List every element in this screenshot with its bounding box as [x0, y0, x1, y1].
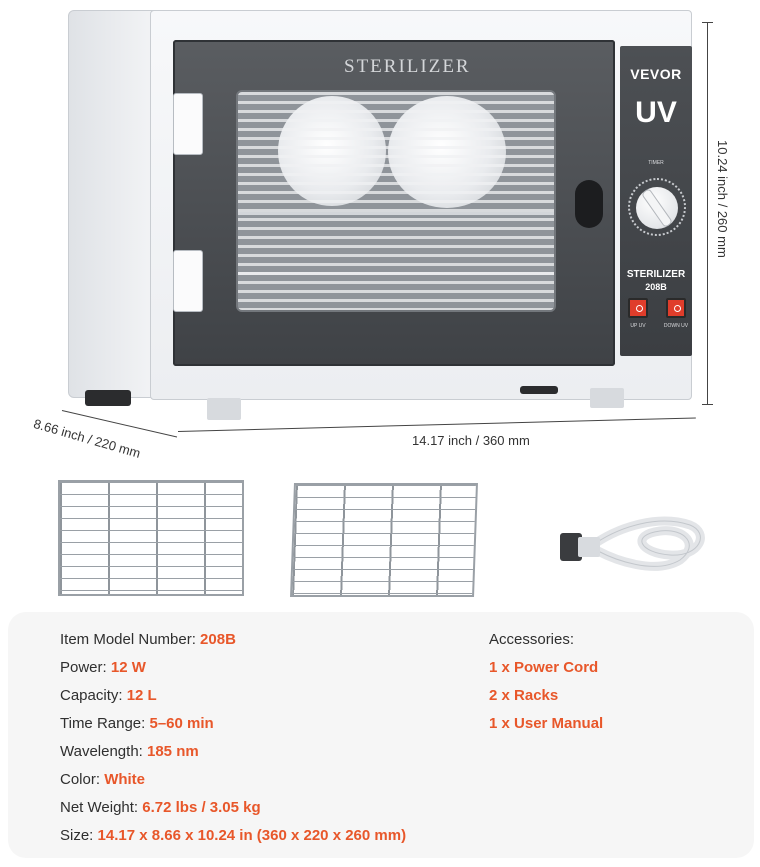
height-dimension-tick — [702, 404, 713, 405]
accessory-item: 2 x Racks — [489, 687, 559, 704]
spec-label: Net Weight: — [60, 799, 143, 816]
door-hinge-top — [173, 93, 203, 155]
up-uv-switch-label: UP UV — [630, 323, 646, 329]
spec-model-number — [60, 631, 236, 648]
spec-time-range — [60, 715, 214, 732]
control-panel — [620, 46, 692, 356]
cabinet-foot — [85, 390, 131, 406]
spec-value: 14.17 x 8.66 x 10.24 in (360 x 220 x 260 mm) — [97, 827, 407, 844]
spec-wavelength — [60, 743, 199, 760]
accessory-item: 1 x Power Cord — [489, 659, 599, 676]
rack-grid — [60, 482, 242, 594]
spec-label: Wavelength: — [60, 743, 147, 760]
spec-net-weight — [60, 799, 261, 816]
spec-label: Capacity: — [60, 687, 127, 704]
spec-label: Time Range: — [60, 715, 150, 732]
wire-rack — [290, 483, 478, 597]
spec-color — [60, 771, 145, 788]
door-hinge-bottom — [173, 250, 203, 312]
spec-value: 12 L — [126, 687, 157, 704]
spec-value: 5–60 min — [149, 715, 214, 732]
width-dimension-label: 14.17 inch / 360 mm — [412, 433, 530, 448]
depth-dimension-label: 8.66 inch / 220 mm — [31, 416, 143, 461]
spec-size — [60, 827, 406, 844]
panel-model-code: 208B — [645, 282, 667, 292]
cabinet-foot — [207, 398, 241, 420]
cabinet-foot — [520, 386, 558, 394]
height-dimension-tick — [702, 22, 713, 23]
spec-label: Item Model Number: — [60, 631, 201, 648]
brand-logo: VEVOR — [630, 66, 682, 82]
accessories-heading: Accessories: — [489, 631, 575, 648]
height-dimension-line — [707, 22, 708, 404]
spec-label: Power: — [60, 659, 111, 676]
spec-value: 185 nm — [147, 743, 199, 760]
door-label: STERILIZER — [344, 56, 471, 77]
door-handle — [575, 180, 603, 228]
cabinet-side-panel — [68, 10, 158, 398]
spec-power — [60, 659, 146, 676]
wire-rack — [58, 480, 244, 596]
power-cord-image — [560, 505, 710, 575]
accessory-item: 1 x User Manual — [489, 715, 604, 732]
rack-grid — [292, 485, 476, 595]
spec-value: 6.72 lbs / 3.05 kg — [142, 799, 261, 816]
specifications-card — [8, 612, 754, 858]
uv-label: UV — [635, 96, 677, 129]
spec-label: Color: — [60, 771, 105, 788]
spec-value: 12 W — [110, 659, 146, 676]
up-uv-switch — [628, 298, 648, 318]
spec-capacity — [60, 687, 157, 704]
height-dimension-label: 10.24 inch / 260 mm — [715, 140, 730, 258]
spec-label: Size: — [60, 827, 98, 844]
down-uv-switch-label: DOWN UV — [663, 323, 689, 329]
spec-value: 208B — [200, 631, 236, 648]
window-slats — [238, 92, 554, 310]
panel-model-label: STERILIZER — [626, 269, 686, 280]
width-dimension-line — [178, 417, 696, 432]
spec-value: White — [104, 771, 146, 788]
down-uv-switch — [666, 298, 686, 318]
cabinet-foot — [590, 388, 624, 408]
timer-label: TIMER — [648, 160, 664, 166]
door-window — [236, 90, 556, 312]
